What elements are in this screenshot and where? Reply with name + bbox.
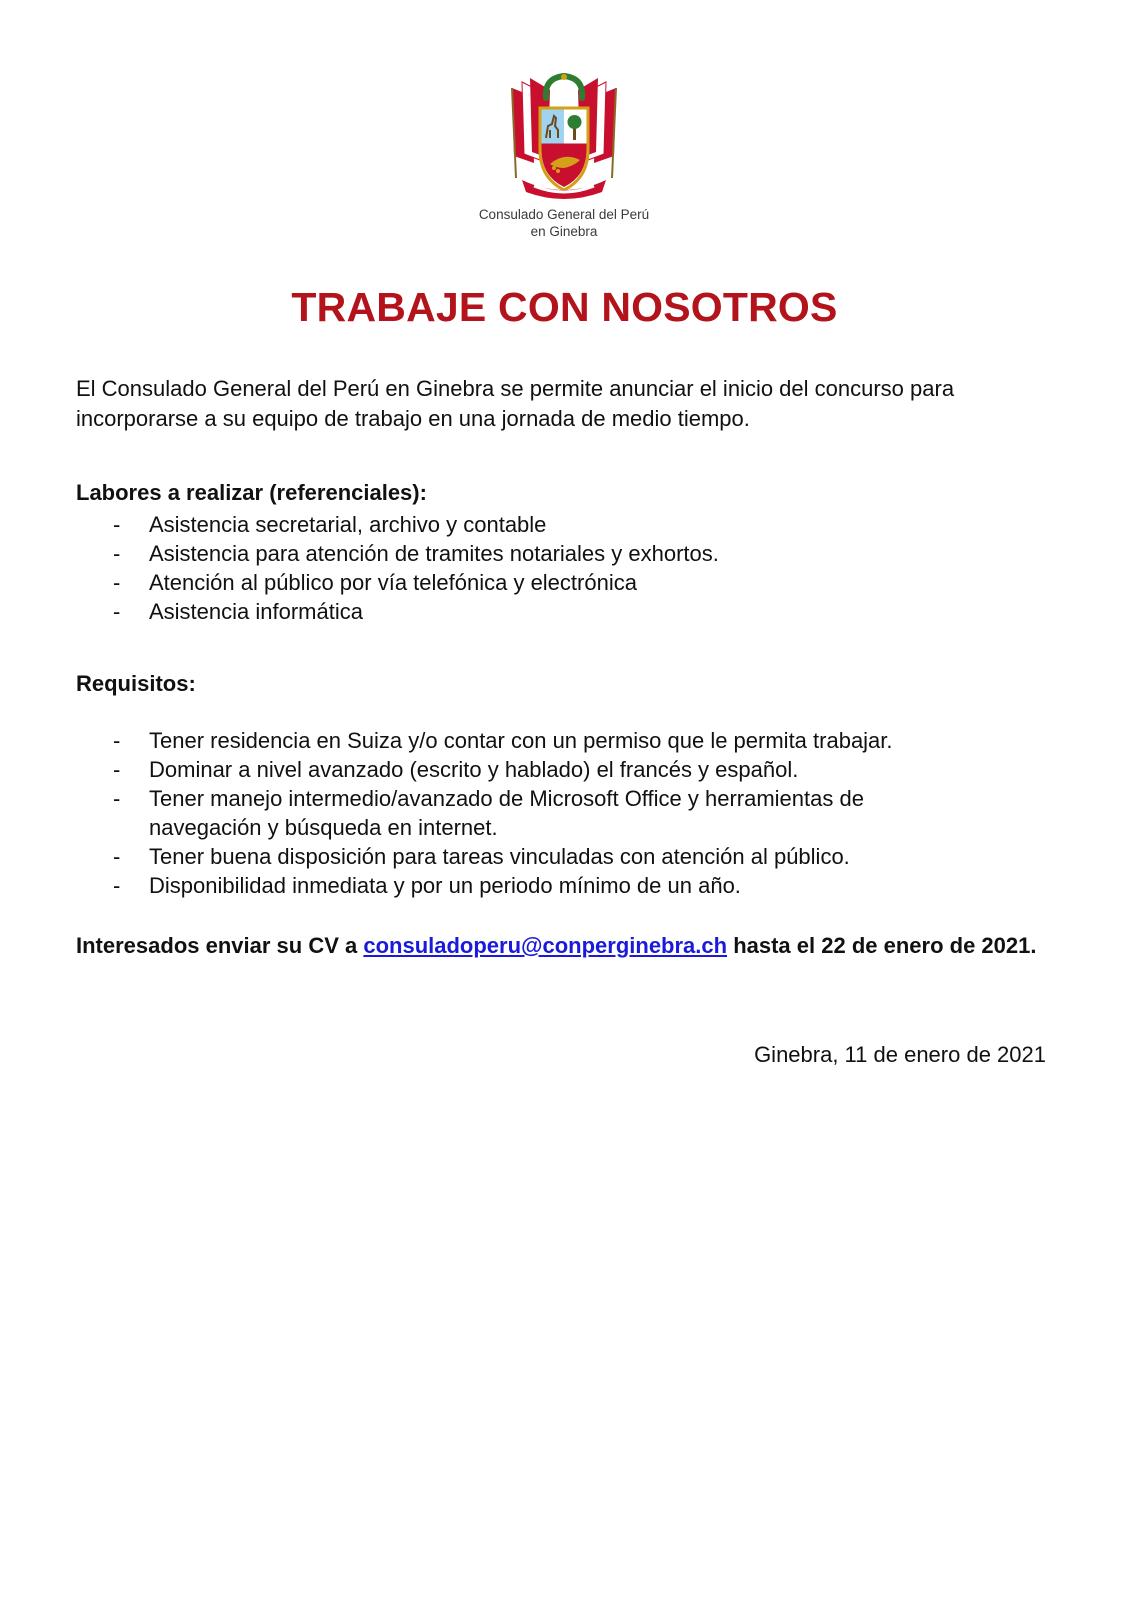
list-item <box>76 568 1066 597</box>
dash-bullet: - <box>113 844 121 869</box>
coat-of-arms-icon <box>494 68 634 206</box>
list-item-text: Asistencia informática <box>149 599 363 624</box>
page-title: TRABAJE CON NOSOTROS <box>291 284 838 330</box>
dash-bullet: - <box>113 599 121 624</box>
list-item-text: Disponibilidad inmediata y por un periodo mínimo de un año. <box>149 873 741 898</box>
dash-bullet: - <box>113 786 121 811</box>
requisitos-heading: Requisitos: <box>76 671 196 696</box>
contact-paragraph <box>76 930 1066 961</box>
dateline: Ginebra, 11 de enero de 2021 <box>754 1042 1046 1067</box>
list-item-text: Tener residencia en Suiza y/o contar con un permiso que le permita trabajar. <box>149 728 893 753</box>
logo-caption <box>464 206 664 240</box>
list-item-text: Tener manejo intermedio/avanzado de Microsoft Office y herramientas de navegación y búsqueda en internet. <box>149 786 864 840</box>
list-item <box>76 539 1066 568</box>
dash-bullet: - <box>113 873 121 898</box>
logo-caption-line2: en Ginebra <box>530 224 598 239</box>
consulate-logo <box>464 68 664 248</box>
list-item <box>76 597 1066 626</box>
list-item-text: Tener buena disposición para tareas vinculadas con atención al público. <box>149 844 850 869</box>
contact-prefix: Interesados enviar su CV a <box>76 933 364 958</box>
list-item <box>76 842 1066 871</box>
labores-heading: Labores a realizar (referenciales): <box>76 480 427 505</box>
list-item <box>76 871 1066 900</box>
dash-bullet: - <box>113 757 121 782</box>
list-item <box>76 784 1066 842</box>
list-item <box>76 755 1066 784</box>
list-item-text: Asistencia secretarial, archivo y contable <box>149 512 547 537</box>
dash-bullet: - <box>113 512 121 537</box>
intro-paragraph: El Consulado General del Perú en Ginebra se permite anunciar el inicio del concurso para incorporarse a su equipo de trabajo en una jornada de medio tiempo. <box>76 376 955 431</box>
labores-list <box>76 510 1066 626</box>
contact-suffix: hasta el 22 de enero de 2021. <box>727 933 1037 958</box>
list-item <box>76 510 1066 539</box>
list-item-text: Dominar a nivel avanzado (escrito y hablado) el francés y español. <box>149 757 799 782</box>
dash-bullet: - <box>113 728 121 753</box>
logo-caption-line1: Consulado General del Perú <box>478 207 650 222</box>
dash-bullet: - <box>113 570 121 595</box>
list-item-text: Atención al público por vía telefónica y electrónica <box>149 570 637 595</box>
dash-bullet: - <box>113 541 121 566</box>
email-link[interactable]: consuladoperu@conperginebra.ch <box>363 933 728 958</box>
requisitos-list <box>76 726 1066 900</box>
list-item <box>76 726 1066 755</box>
list-item-text: Asistencia para atención de tramites notariales y exhortos. <box>149 541 719 566</box>
